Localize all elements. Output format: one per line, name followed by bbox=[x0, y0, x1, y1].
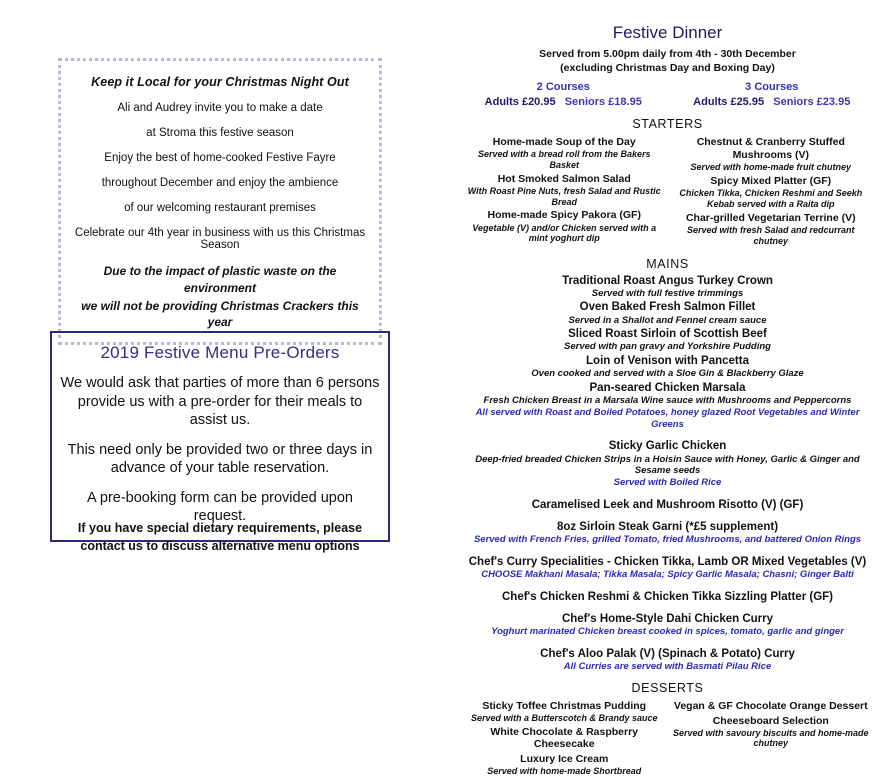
curry-options: CHOOSE Makhani Masala; Tikka Masala; Spicy Garlic Masala; Chasni; Ginger Balti bbox=[481, 569, 854, 581]
menu-item-name: Home-made Soup of the Day bbox=[492, 136, 636, 149]
menu-item-name: Spicy Mixed Platter (GF) bbox=[710, 175, 832, 188]
three-courses-block bbox=[672, 81, 867, 108]
two-courses-block bbox=[469, 81, 672, 108]
desserts-heading: DESSERTS bbox=[631, 681, 704, 696]
starters-right-column bbox=[672, 134, 870, 247]
three-courses-prices bbox=[678, 96, 867, 108]
spacer bbox=[461, 431, 874, 438]
two-courses-label: 2 Courses bbox=[536, 81, 590, 94]
promo-crackers-note-line2: we will not be providing Christmas Crackers this year bbox=[81, 298, 359, 329]
menu-subtitle-line2: (excluding Christmas Day and Boxing Day) bbox=[560, 61, 775, 74]
menu-item-description: Served with a Butterscotch & Brandy sauce bbox=[470, 713, 658, 724]
mains-section bbox=[461, 274, 874, 673]
mains-heading: MAINS bbox=[646, 256, 689, 271]
menu-item-name: Hot Smoked Salmon Salad bbox=[497, 172, 631, 185]
menu-item-name: Cheeseboard Selection bbox=[712, 715, 829, 728]
desserts-right-column bbox=[672, 698, 870, 750]
menu-item-name: Sticky Toffee Christmas Pudding bbox=[482, 700, 647, 713]
menu-item-description: Served with a bread roll from the Bakers Basket bbox=[477, 149, 651, 170]
spacer bbox=[461, 604, 874, 611]
two-courses-seniors: Seniors £18.95 bbox=[564, 96, 642, 109]
menu-item-name: Luxury Ice Cream bbox=[520, 753, 609, 766]
curries-rice-note: All Curries are served with Basmati Pilau Rice bbox=[563, 661, 772, 673]
menu-item-name: Vegan & GF Chocolate Orange Dessert bbox=[673, 700, 868, 713]
two-courses-prices bbox=[469, 96, 658, 108]
preorder-paragraph: This need only be provided two or three days in advance of your table reservation. bbox=[67, 441, 373, 477]
promo-line: Enjoy the best of home-cooked Festive Fayre bbox=[104, 152, 336, 165]
three-courses-seniors: Seniors £23.95 bbox=[773, 96, 851, 109]
menu-item-name: Sliced Roast Sirloin of Scottish Beef bbox=[568, 328, 767, 341]
menu-item-description: Served with French Fries, grilled Tomato, fried Mushrooms, and battered Onion Rings bbox=[473, 534, 862, 546]
menu-item-name: 8oz Sirloin Steak Garni (*£5 supplement) bbox=[556, 521, 779, 534]
starters-heading: STARTERS bbox=[632, 117, 703, 132]
spacer bbox=[461, 512, 874, 519]
preorder-box bbox=[50, 331, 390, 542]
desserts-left-column bbox=[465, 698, 663, 777]
menu-title: Festive Dinner bbox=[612, 23, 723, 42]
menu-subtitle-line1: Served from 5.00pm daily from 4th - 30th December bbox=[539, 47, 796, 60]
menu-item-name: Home-made Spicy Pakora (GF) bbox=[487, 209, 641, 222]
promo-headline: Keep it Local for your Christmas Night Out bbox=[91, 75, 349, 89]
starters-left-column bbox=[465, 134, 663, 245]
menu-item-description: Oven cooked and served with a Sloe Gin & Blackberry Glaze bbox=[531, 368, 804, 380]
menu-item-name: Chef's Home-Style Dahi Chicken Curry bbox=[561, 612, 774, 625]
menu-item-description: Deep-fried breaded Chicken Strips in a Hoisin Sauce with Honey, Garlic & Ginger and Sesame seeds bbox=[475, 453, 860, 476]
menu-item-description: Served with fresh Salad and redcurrant chutney bbox=[687, 224, 855, 246]
menu-item-name: Sticky Garlic Chicken bbox=[608, 440, 727, 453]
menu-item-description: Yoghurt marinated Chicken breast cooked in spices, tomato, garlic and ginger bbox=[491, 626, 844, 638]
desserts-section bbox=[461, 698, 874, 777]
dietary-line2: contact us to discuss alternative menu options bbox=[80, 539, 360, 554]
spacer bbox=[461, 582, 874, 589]
preorder-paragraph: A pre-booking form can be provided upon request. bbox=[86, 489, 353, 525]
promo-line: throughout December and enjoy the ambience bbox=[101, 177, 339, 190]
menu-item-description: Served with full festive trimmings bbox=[591, 287, 744, 299]
dietary-line1: If you have special dietary requirements, please bbox=[77, 521, 363, 535]
menu-item-name: Char-grilled Vegetarian Terrine (V) bbox=[685, 211, 856, 224]
promo-line: of our welcoming restaurant premises bbox=[124, 202, 316, 215]
promo-box bbox=[58, 58, 382, 345]
promo-crackers-note-line1: Due to the impact of plastic waste on the environment bbox=[103, 264, 337, 295]
menu-item-description: Served with home-made Shortbread bbox=[487, 765, 642, 776]
menu-item-name: Pan-seared Chicken Marsala bbox=[589, 381, 746, 394]
garlic-chicken-note: Served with Boiled Rice bbox=[613, 477, 722, 489]
menu-item-name: Caramelised Leek and Mushroom Risotto (V) (GF) bbox=[531, 498, 804, 511]
menu-item-description: With Roast Pine Nuts, fresh Salad and Rustic Bread bbox=[467, 185, 661, 207]
three-courses-label: 3 Courses bbox=[745, 81, 799, 94]
promo-line: Ali and Audrey invite you to make a date bbox=[117, 102, 323, 114]
menu-item-description: Served in a Shallot and Fennel cream sauce bbox=[568, 314, 767, 326]
three-courses-adults: Adults £25.95 bbox=[693, 96, 765, 109]
menu-item-description: Served with savoury biscuits and home-made chutney bbox=[673, 727, 869, 749]
menu-item-name: Loin of Venison with Pancetta bbox=[586, 354, 749, 367]
promo-line: at Stroma this festive season bbox=[146, 127, 294, 140]
menu-column bbox=[455, 0, 880, 776]
starters-section bbox=[461, 134, 874, 247]
menu-item-name: Chef's Aloo Palak (V) (Spinach & Potato) Curry bbox=[540, 647, 795, 660]
menu-item-description: Vegetable (V) and/or Chicken served with a mint yoghurt dip bbox=[472, 222, 657, 244]
menu-item-name: Chef's Chicken Reshmi & Chicken Tikka Sizzling Platter (GF) bbox=[502, 590, 833, 603]
mains-accompaniment-note: All served with Roast and Boiled Potatoes, honey glazed Root Vegetables and Winter Greens bbox=[475, 407, 860, 430]
dietary-notice bbox=[50, 519, 390, 555]
two-courses-adults: Adults £20.95 bbox=[484, 96, 556, 109]
menu-item-name: Chef's Curry Specialities - Chicken Tikka, Lamb OR Mixed Vegetables (V) bbox=[468, 555, 867, 568]
spacer bbox=[461, 547, 874, 554]
menu-item-description: Served with pan gravy and Yorkshire Pudding bbox=[564, 341, 771, 353]
menu-item-description: Fresh Chicken Breast in a Marsala Wine sauce with Mushrooms and Peppercorns bbox=[483, 394, 852, 406]
menu-item-name: Chestnut & Cranberry Stuffed Mushrooms (V) bbox=[696, 136, 845, 162]
spacer bbox=[461, 490, 874, 497]
preorder-title: 2019 Festive Menu Pre-Orders bbox=[100, 343, 340, 362]
menu-item-name: Traditional Roast Angus Turkey Crown bbox=[562, 274, 773, 287]
menu-item-name: Oven Baked Fresh Salmon Fillet bbox=[579, 301, 756, 314]
spacer bbox=[461, 639, 874, 646]
preorder-paragraph: We would ask that parties of more than 6 persons provide us with a pre-order for their meals to assist us. bbox=[60, 375, 380, 429]
promo-celebrate-line: Celebrate our 4th year in business with us this Christmas Season bbox=[74, 227, 366, 252]
price-row bbox=[461, 81, 874, 108]
menu-item-name: White Chocolate & Raspberry Cheesecake bbox=[490, 725, 639, 751]
menu-item-description: Chicken Tikka, Chicken Reshmi and Seekh Kebab served with a Raita dip bbox=[679, 188, 863, 209]
left-column bbox=[0, 0, 455, 622]
menu-item-description: Served with home-made fruit chutney bbox=[690, 162, 852, 173]
